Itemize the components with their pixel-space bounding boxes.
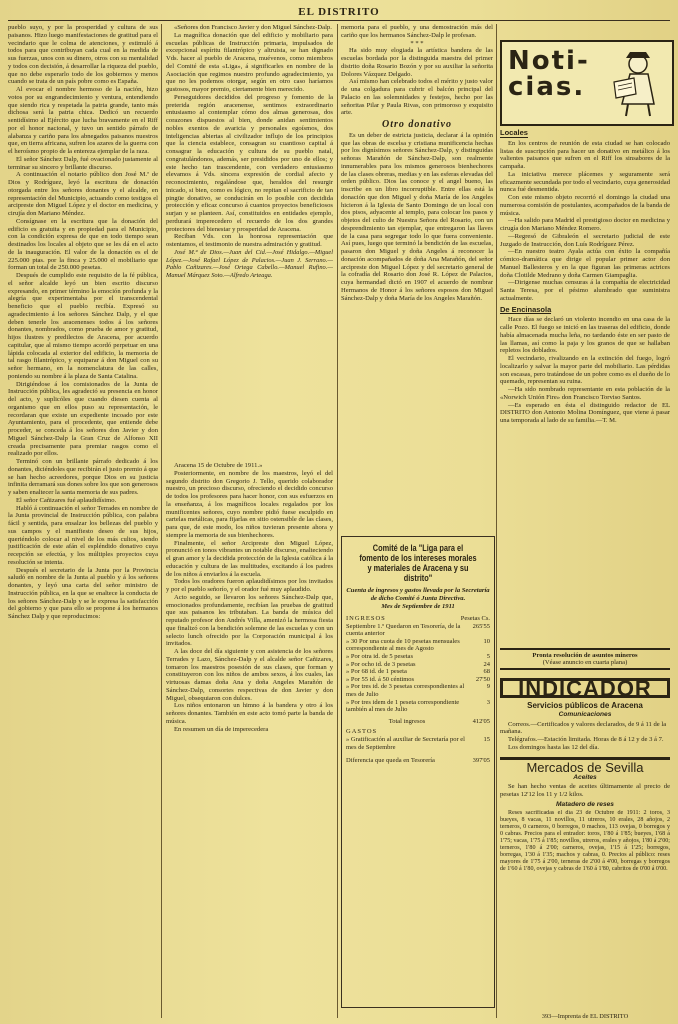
ledger-label: » Por ocho id. de 3 pesetas [346,660,416,668]
paragraph: El señor Cañizares fué aplaudidísimo. [16,496,117,504]
section-title: Otro donativo [382,119,452,130]
paragraph: Terminó con un brillante párrafo dedicado á los donantes, diciéndoles que recibirán el justo premio á que se han hecho acreedores, porque Dios en su justicia infinita derramará sus dones sobre los que son generosos y saben enaltecer la santa memoria de sus padres. [8,458,158,496]
column-2-continued [166,462,333,1012]
column-2-letter [166,24,333,454]
ledger-label: Septiembre 1.º Quedaron en Tesorería, de la cuenta anterior [346,622,461,638]
paragraph: —Regresó de Gibraleón el secretario judicial de este Juzgado de Instrucción, don Luís Rodríguez Pérez. [500,232,670,248]
column-1 [8,24,158,1014]
mining-notice [500,648,670,670]
ledger [342,615,494,765]
column-divider [161,24,162,1018]
matadero-heading: Matadero de reses [556,800,614,808]
masthead-title: EL DISTRITO [298,6,380,18]
ledger-label: » 30 Por una cuota de 10 pesetas mensuales correspondiente al mes de Agosto [346,637,460,653]
paragraph: El señor Sánchez Dalp, fué ovacionado justamente al terminar su sincero y brillante discurso. [8,155,158,171]
paragraph: Ha sido muy elogiada la artística bandera de las escuelas bordada por la distinguida maestra del primer distrito doña Rosario Bozón y por su auxiliar la señorita Dolores Vázquez Delgado. [341,47,493,78]
mercados-title: Mercados de Sevilla [500,757,670,772]
paragraph: Habló á continuación el señor Terrades en nombre de la Junta provincial de Instrucción pública, con palabra fácil y sentida, para ensalzar los bellezas del pueblo y sus campos y el manifiesto deseo de sus hijos, queriéndolo colocar al nivel de los más cultos, siendo justificación de este afán el espléndido donativo cuya recepción se efectúa, y los múltiples proyectos cuya resolución se intenta. [8,504,158,566]
column-divider [337,24,338,1018]
league-accounts-box [341,536,495,1008]
diff-label: Diferencia que queda en Tesorería [346,757,435,765]
paragraph: Telégrafos.—Estación limitada. Horas de 8 á 12 y de 3 á 7. [508,735,664,743]
ledger-label: » Gratificación al auxiliar de Secretaría por el mes de Septiembre [346,735,465,751]
box-subtitle: Cuenta de ingresos y gastos llevada por la Secretaría de dicho Comité ó Junta Directiva. [346,587,490,602]
indicador-subtitle: Servicios públicos de Aracena [527,700,643,710]
paragraph: —En nuestro teatro Ayala actúa con éxito la compañía cómico-dramática que dirige el popular primer actor don Manuel Ballesteros y en la que figuran las primeras actrices doña Clotilde Medrano y doña Carmen Giampaglia. [500,248,670,279]
paragraph: Todos los oradores fueron aplaudidísimos por los invitados y por el pueblo señorío, y el orador fué muy aplaudido. [166,578,333,593]
ingresos-label: INGRESOS [346,615,386,622]
ledger-label: » Por 55 id. á 50 céntimos [346,675,415,683]
mining-notice-line: (Véase anuncio en cuarta plana) [542,659,628,666]
paragraph: —Ha sido nombrado representante en esta población de la «Norwich Unión Fire» don Francisco Torviso Santos. [500,386,670,401]
paragraph: Con este mismo objeto recorrió el domingo la ciudad una numerosa comisión de postulantes, acompañados de la banda de música. [500,194,670,217]
paragraph: Perseguidores decididos del progreso y fomento de la preterida región aracenense, sentimos extraordinario entusiasmo al contemplar cómo dos almas generosas, dos corazones dispuestos al bien, donde anidan sentimientos nobles exentos de avaricia y personales egoísmos, dos inteligencias abiertas al civilizador influjo de los principios que la ciencia establece, consagran su cuantioso capital á consagrar la educación y cultura de su pueblo natal, congratulándonos, además, ser presididos por uno de ellos; y este hecho tan trascendente, con verdadero entusiasmo elevamos á Vds. sincera expresión de cordial afecto y reconocimiento, regalándose que, heraldos del resurgir inicado, si bien, como es lógico, no repitan el sacrificio de tan pingüe donativo, se conducirán en lo posible con decidida protección y eficaz concurso á cuantos proyectos beneficiosos surjan y se planteen. Así, constituidos en entidades ejemplo, perdurará imperecedero el recuerdo de los dos grandes protectores del bienestar y prosperidad de Aracena. [166,93,333,233]
aceites-heading: Aceites [573,773,597,781]
noticias-title: Noti-cias. [508,46,590,102]
printer-footer: 393—Imprenta de EL DISTRITO [541,1013,629,1020]
paragraph: Hace días se declaró un violento incendio en una casa de la calle Pozo. El fuego se inició en las traseras del edificio, donde había almacenada mucha leña, no tardando éste en ser pasto de las llamas, así como la paja y los granos de que se hallaban repletos los doblados. [500,316,670,355]
paragraph: pueblo suyo, y por la prosperidad y cultura de sus paisanos. Hizo luego manifestaciones de gratitud para el vecindario que le colma de atenciones, y estimuló á todos para que contribuyan cada cual en la medida de sus fuerzas, unos con su dinero, otros con su mentalidad y todos con decisión, á desarrollar la riqueza del pueblo, que no debe esperarlo todo de los gobiernos y menos cuando se trata de un país pobre como es España. [8,24,158,86]
comm-heading: Comunicaciones [558,711,612,719]
paragraph: —Ha salido para Madrid el prestigioso doctor en medicina y cirugía don Mariano Méndez Romero. [500,217,670,232]
ledger-label: » Por otra id. de 5 pesetas [346,652,413,660]
column-4 [500,126,670,644]
ledger-amount: 265'55 [472,622,490,630]
column-3 [341,24,493,536]
ledger-label: » Por 68 id. de 1 peseta [346,668,407,676]
paragraph: Al evocar el nombre hermoso de la nación, hizo votos por su engrandecimiento y ventura, entendiendo que siendo rica y respetada la patria grande, tanto más dichosa será la patria chica. Dedicó un recuerdo sentidísimo al Ejército que lucha bravamente en el Riff por el honor nacional, y tuvo un sentido párrafo de alabanza y cariño para los abnegados paisanos nuestros que, en tierra africana, sufren los azares de la guerra con el heroísmo propio de la entereza ejemplar de la raza. [8,86,158,155]
paragraph: Los niños entonaron un himno á la bandera y otro á los señores donantes. También en este acto tomó parte la banda de música. [166,702,333,725]
paragraph: Reciban Vds. con la honrosa representación que ostentamos, el testimonio de nuestra admiración y gratitud. [166,233,333,248]
paragraph: «Señores don Francisco Javier y don Miguel Sánchez-Dalp. [174,24,332,31]
paragraph: Así mismo han celebrado todos el mérito y justo valor de una colgadura para cubrir el balcón principal del Palacio en las solemnidades y festejos, hecho por las señoritas Pilar y Paula Rivas, con primoroso y exquisito arte. [341,78,493,117]
paragraph: Después de cumplido este requisito de la fé pública, el señor alcalde leyó un bien escrito discurso expresando, en primer término la emoción profunda y la alegría que experimentaba por el transcendental beneficio que el pueblo recibía. Expresó su agradecimiento á los señores Sánchez Dalp, y el que deben tenerle los aracenenses todos á los señores donantes, nombrados, como prueba de amor y gratitud, hijos ilustres y predilectos de Aracena, por acuerdo capitular, que al mismo tiempo acordó perpetuar en una lápida colocada al exterior del edificio, la memoria de tal rasgo filantrópico, y equiparar á don Miguel con su señor hermano, en la nomenclatura de las calles, poniendo su nombre á la plaza de Santa Catalina. [8,272,158,380]
ledger-amount: 27'50 [475,675,490,683]
encinasola-heading: De Encinasola [500,304,552,314]
box-title: Comité de la "Liga para el fomento de los intereses morales y materiales de Aracena y su distrito" [359,543,477,583]
ledger-row [346,623,490,638]
noticias-banner [500,40,674,126]
paragraph: Es un deber de estricta justicia, declarar á la opinión que las obras de escelsa y cristiana munificencia hechas por los dignísimos señores Sánchez-Dalp, y distinguidas señoras Marañón de Sánchez-Dalp, son realmente innumerables para los mismos generosos bienhechores de las clases obreras, medias y en las esferas elevadas del orden público. Dios las conoce y el angel bueno, las inscribe en un libro incorruptible. Entre ellas está la donación que don Miguel y doña María de los Angeles hicieron á la Iglesia de Santo Domingo de un local con dos pisos, adyacente al templo, para colocar los pasos y objetos del culto de Nuestra Señora del Rosario, con un desprendimiento tan ejemplar, que entregaron las llaves de la casa para segregar todo lo que fuera conveniente. Así pues, luego que terminó la bendición de las escuelas, pasaron don Miguel y doña Angeles á reconocer la donación acompañados de doña Ana Marañón, del señor arcipreste don Miguel López y del secretario general de la cofradía del Rosario don José R. López de Palacios, cuya hermandad dictó en 1907 el acuerdo de nombrar Hermanos de Honor á los señores esposos don Miguel Sánchez-Dalp y doña María de los Angeles Marañón. [341,131,493,302]
ledger-rows [346,623,490,714]
ledger-row [346,653,490,661]
paragraph: Aracena 15 de Octubre de 1911.» [174,462,263,469]
column-divider [496,24,497,1018]
paragraph: —Es esperado en ésta el distinguido redactor de EL DISTRITO don Antonio Molina Domínguez, que viene á pasar una temporada al lado de su familia.—T. M. [500,401,670,424]
ledger-row [346,676,490,684]
paragraph: Acto seguido, se llevaron los señores Sánchez-Dalp que, emocionados profundamente, recibían las pruebas de gratitud que sus paisanos les tributaban. La banda de música del reputado profesor don Andrés Villa, amenizó la hermosa fiesta que finalizó con la bendición solemne de las escuelas y con un selecto lunch ofrecido por la Corporación municipal á los invitados. [166,593,333,648]
ledger-amount: 3 [486,698,490,706]
paragraph: Los domingos hasta las 12 del día. [508,743,600,751]
paragraph: Posteriormente, en nombre de los maestros, leyó el del segundo distrito don Gregorio J. Tello, querido colaborador nuestro, un precioso discurso, ofreciendo el decidido concurso de todos los profesores para hacer honor, con sus esfuerzos en la enseñanza, á los magníficos locales regalados por los munificentes señores, cuyo nombre pidió fuese esculpido en cartelas metálicas, para fijarlas en sitio ostensible de las clases, para que, de este modo, los niños tuvieran presente ahora y siempre la memoria de sus bienhechores. [166,469,333,539]
cols-label: Pesetas Cs. [460,615,490,622]
locales-heading: Locales [500,128,528,137]
paragraph: Correos.—Certificados y valores declarados, de 9 á 11 de la mañana. [500,720,667,736]
paragraph: A continuación el notario público don José M.ª de Dios y Rodríguez, leyó la escritura de donación otorgada entre los señores donantes y el alcalde, en representación del Municipio, actuando como testigos el arcipreste don Miguel López y el doctor en medicina, y cirujía don Mariano Méndez. [8,171,158,217]
paragraph: En resumen un día de imperecedera [174,725,269,733]
diff-amount: 397'05 [472,757,490,765]
total-label: Total ingresos [388,717,426,725]
mining-notice-line: Pronta resolución de asuntos mineros [532,652,638,659]
paragraph: Finalmente, el señor Arcipreste don Miguel López, pronunció en tonos vibrantes un notable discurso, enalteciendo el gran amor y la decidida protección de la Iglesia católica á la educación y cultura de las multitudes, excitando á los padres de los niños á enviarlos á la escuela. [166,539,333,578]
separator: * * * [410,39,424,47]
ledger-amount: 15 [483,735,490,743]
paragraph: memoria para el pueblo, y una demostración más del cariño que los hermanos Sánchez-Dalp le profesan. [341,24,493,39]
gastos-label: GASTOS [346,728,378,736]
ledger-diff [346,757,490,765]
header-rule [8,20,670,21]
paragraph: Después el secretario de la Junta por la Provincia saludó en nombre de la Junta al pueblo y á los señores donantes, y leyó una carta del señor ministro de Instrucción pública, en la que se enaltece la conducta de los señores Sánchez-Dalp y se le expresa la satisfacción del gobierno y que para ello se propone á los hermanos Sánchez Dalp y que reproducimos: [8,566,158,620]
ledger-row [346,683,490,698]
ledger-row [346,661,490,669]
paragraph: Se han hecho ventas de aceites últimamente al precio de pesetas 12'12 los 11 y 1/2 kilos. [500,783,670,798]
paragraph: La iniciativa merece plácemes y seguramente será eficazmente secundada por todo el vecindario, cuya generosidad nunca fué desmentida. [500,170,670,194]
ledger-row [346,638,490,653]
ledger-amount: 68 [483,668,490,676]
total-amount: 412'05 [472,717,490,725]
paragraph: La magnífica donación que del edificio y mobiliario para escuelas públicas de Instrucción primaria, impulsados de excepcional espíritu filantrópico y altruista, se han dignado Vds. hacer al pueblo de Aracena, muévenos, como miembros del Comité de esta «Liga», á significarles en nombre de la Asociación que regimos nuestro profundo agradecimiento, ya que no les podemos otorgar, según en otro caso haríamos gustosos, mayor premio, ciertamente bien merecido. [166,31,333,93]
ledger-row [346,699,490,714]
letter-signatures: José M.ª de Dios.—Juan del Cid.—José Hidalgo.—Miguel López.—José Rafael López de Palacios.—Juan J. Serrano.—Pablo Cañizares.—José Ortega Cabello.—Manuel Rufino.—Manuel Márquez Soto.—Alfredo Arteaga. [166,248,333,279]
paragraph: En los centros de reunión de esta ciudad se han colocado listas de suscripción para hacer un donativo en metálico á los valientes paisanos que sufren en el Riff los sinsabores de la campaña. [500,139,670,170]
ledger-label: » Por tres id. de 3 pesetas correspondientes al mes de Julio [346,683,465,698]
ledger-amount: 24 [483,660,490,668]
newsboy-illustration-icon [604,48,668,118]
paragraph: Reses sacrificadas el día 23 de Octubre de 1911: 2 toros, 3 bueyes, 8 vacas, 11 novillos, 11 utreros, 10 erales, 28 añojos, 2 terneros, 0 carneros, 0 borregos, 0 machos, 113 ovejas, 0 borregos y 0 cabras. Precios para el entrador: toros, 1'80 á 1'85; bueyes, 1'68 á 1'75; vacas, 1'75 á 1'85; novillos, utreros, erales y añojos, 1'80 á 2'00; terneros, 1'80 á 2'00; carneros, ovejas, 1'15 á 1'25; borregos, borregas, 1'30 á 1'35; machos y cabras, 0. Precios al público: reses mayores de 1'75 á 2'00, terneras de 2'00 á 4'00, borregas y borregos de 1'60 á 1'80, ovejas y cabras de 1'60 á 1'80, cabritos de 0'00 á 0'00. [500,810,670,873]
ledger-row [346,736,490,751]
ledger-amount: 5 [486,652,490,660]
indicador-section [500,678,670,1014]
paragraph: Dirigiéndose á los comisionados de la Junta de Instrucción pública, les agradeció su presencia en honor del acto, y suplicóles que cuando diesen cuenta al organismo que en ellos puso su representación, le recordaran que existe un expediente incoado por este Ayuntamiento, para el procedente, que entiende debe proceder, se conceda á los señores don Javier y don Miguel Sánchez-Dalp la Gran Cruz de Alfonso XII creada precisamente para premiar rasgos como el realizado por ellos. [8,380,158,458]
ledger-header [346,615,490,623]
box-month: Mes de Septiembre de 1911 [381,603,455,610]
paragraph: —Dirigense muchas censuras á la compañía de electricidad Santa Teresa, por el pésimo alumbrado que suministra actualmente. [500,279,670,302]
ledger-amount: 10 [483,637,490,645]
ledger-row [346,668,490,676]
ledger-label: » Por tres idem de 1 peseta correspondiente también al mes de Julio [346,698,460,714]
paragraph: Consígnase en la escritura que la donación del edificio es gratuita y en propiedad para el Municipio, con la condición expresa de que en todo tiempo sean destinados los locales al objeto que se les dá en el acto de la inauguración. El valor de la donación es el de 225.000 ptas. por la finca y 25.000 el mobiliario que forman un total de 250.000 pesetas. [8,217,158,272]
paragraph: El vecindario, rivalizando en la extinción del fuego, logró localizarlo y salvar la mayor parte del mobiliario. Las pérdidas son escasas, pero tratándose de un pobre como es el dueño de lo quemado, representan su ruina. [500,355,670,386]
indicador-title: INDICADOR [500,678,670,698]
ledger-amount: 9 [486,683,490,691]
ledger-total [346,718,490,726]
paragraph: A las doce del día siguiente y con asistencia de los señores Terrades y Lazo, Sánchez-Dalp y el alcalde señor Cañizares, tomaron los maestros posesión de sus clases, que forman y constituyeron con los niños de ambos sexos, á los cuales, las virtuosas damas doña Ana y doña Angeles Marañón de Sánchez-Dalp, consortes respectivas de don Javier y don Miguel, obsequiaron con dulces. [166,648,333,702]
